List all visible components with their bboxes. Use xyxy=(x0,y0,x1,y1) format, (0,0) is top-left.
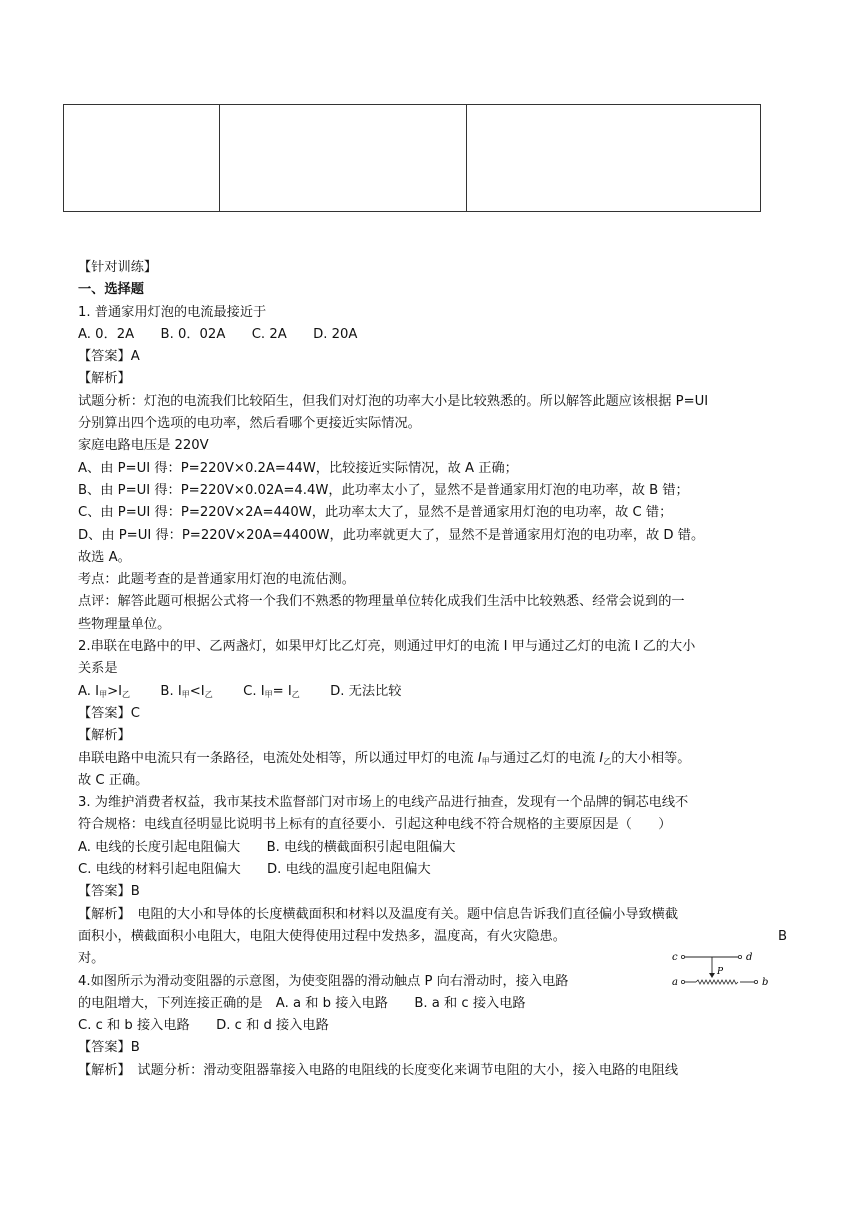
q3-answer: 【答案】B xyxy=(78,884,140,900)
q2-analysis-label: 【解析】 xyxy=(78,728,131,744)
q3-stem: 符合规格：电线直径明显比说明书上标有的直径要小．引起这种电线不符合规格的主要原因是（ ） xyxy=(78,817,672,833)
q1-analysis-line: 些物理量单位。 xyxy=(78,616,171,632)
q4-stem: 的电阻增大，下列连接正确的是 A. a 和 b 接入电路 B. a 和 c 接入电路 xyxy=(78,995,526,1011)
q3-options: C. 电线的材料引起电阻偏大 D. 电线的温度引起电阻偏大 xyxy=(78,862,431,878)
section-title: 一、选择题 xyxy=(78,282,144,298)
q1-analysis-line: 分别算出四个选项的电功率，然后看哪个更接近实际情况。 xyxy=(78,416,421,432)
rheostat-diagram xyxy=(668,946,786,994)
q3-analysis: 对。 xyxy=(78,951,105,967)
q1-options: A. 0．2A B. 0．02A C. 2A D. 20A xyxy=(78,326,358,342)
q3-analysis-tail: B xyxy=(778,928,788,944)
q1-analysis-line: 故选 A。 xyxy=(78,549,131,565)
q2-options xyxy=(78,681,790,703)
q3-analysis: 面积小，横截面积小电阻大，电阻大使得使用过程中发热多，温度高，有火灾隐患。 B xyxy=(78,926,790,948)
slider-p-label: P xyxy=(717,967,724,977)
terminal-c-label: c xyxy=(672,952,678,963)
slider-arrow xyxy=(709,973,715,978)
resistance-wire xyxy=(696,980,738,984)
q2-option-c: C. $I_甲= I_乙$ xyxy=(243,683,300,699)
q1-analysis-line: 试题分析：灯泡的电流我们比较陌生，但我们对灯泡的功率大小是比较熟悉的。所以解答此题应该根据 P=UI xyxy=(78,393,709,409)
q1-analysis-line: A、由 P=UI 得：P=220V×0.2A=44W，比较接近实际情况，故 A 正确； xyxy=(78,460,518,476)
q4-answer: 【答案】B xyxy=(78,1040,140,1056)
q2-analysis: 串联电路中电流只有一条路径，电流处处相等，所以通过甲灯的电流 $I_甲$与通过乙灯的电流 $I_乙$的大小相等。 xyxy=(78,750,691,766)
q1-answer: 【答案】A xyxy=(78,349,140,365)
q3-options: A. 电线的长度引起电阻偏大 B. 电线的横截面积引起电阻偏大 xyxy=(78,839,456,855)
q3-analysis: 【解析】 电阻的大小和导体的长度横截面积和材料以及温度有关。题中信息告诉我们直径偏小导致横截 xyxy=(78,906,679,922)
q4-stem: C. c 和 b 接入电路 D. c 和 d 接入电路 xyxy=(78,1018,329,1034)
q4-stem: 4.如图所示为滑动变阻器的示意图，为使变阻器的滑动触点 P 向右滑动时，接入电路 xyxy=(78,973,569,989)
table-cell xyxy=(64,105,220,212)
q1-analysis-line: B、由 P=UI 得：P=220V×0.02A=4.4W，此功率太小了，显然不是普通家用灯泡的电功率，故 B 错； xyxy=(78,482,689,498)
empty-table xyxy=(63,104,761,212)
terminal-b xyxy=(754,980,757,983)
q2-answer: 【答案】C xyxy=(78,705,140,721)
q1-analysis-line: C、由 P=UI 得：P=220V×2A=440W，此功率太大了，显然不是普通家用灯泡的电功率，故 C 错； xyxy=(78,505,673,521)
q2-conclusion: 故 C 正确。 xyxy=(78,772,149,788)
table-row xyxy=(64,105,761,212)
q1-analysis-label: 【解析】 xyxy=(78,371,131,387)
terminal-d-label: d xyxy=(746,952,753,963)
q3-stem: 3. 为维护消费者权益，我市某技术监督部门对市场上的电线产品进行抽查，发现有一个品牌的铜芯电线不 xyxy=(78,795,689,811)
q2-stem: 2.串联在电路中的甲、乙两盏灯，如果甲灯比乙灯亮，则通过甲灯的电流 I 甲与通过乙灯的电流 I 乙的大小 xyxy=(78,639,696,655)
q2-option-d: D. 无法比较 xyxy=(330,683,402,699)
table-cell xyxy=(467,105,761,212)
q1-stem: 1. 普通家用灯泡的电流最接近于 xyxy=(78,304,267,320)
terminal-b-label: b xyxy=(762,977,769,988)
q2-option-a: A. $I_甲>I_乙$ xyxy=(78,683,131,699)
q1-analysis-line: D、由 P=UI 得：P=220V×20A=4400W，此功率就更大了，显然不是普通家用灯泡的电功率，故 D 错。 xyxy=(78,527,705,543)
q4-analysis: 【解析】 试题分析：滑动变阻器靠接入电路的电阻线的长度变化来调节电阻的大小，接入电路的电阻线 xyxy=(78,1062,679,1078)
q1-analysis-line: 考点：此题考查的是普通家用灯泡的电流估测。 xyxy=(78,572,355,588)
terminal-a xyxy=(681,980,684,983)
terminal-a-label: a xyxy=(672,977,678,988)
q1-analysis-line: 点评：解答此题可根据公式将一个我们不熟悉的物理量单位转化成我们生活中比较熟悉、经常会说到的一 xyxy=(78,594,685,610)
terminal-d xyxy=(738,955,741,958)
practice-heading: 【针对训练】 xyxy=(78,260,158,275)
table-cell xyxy=(220,105,467,212)
q2-option-b: B. $I_甲<I_乙$ xyxy=(160,683,213,699)
q1-analysis-line: 家庭电路电压是 220V xyxy=(78,438,209,454)
q2-stem: 关系是 xyxy=(78,661,118,677)
terminal-c xyxy=(681,955,684,958)
